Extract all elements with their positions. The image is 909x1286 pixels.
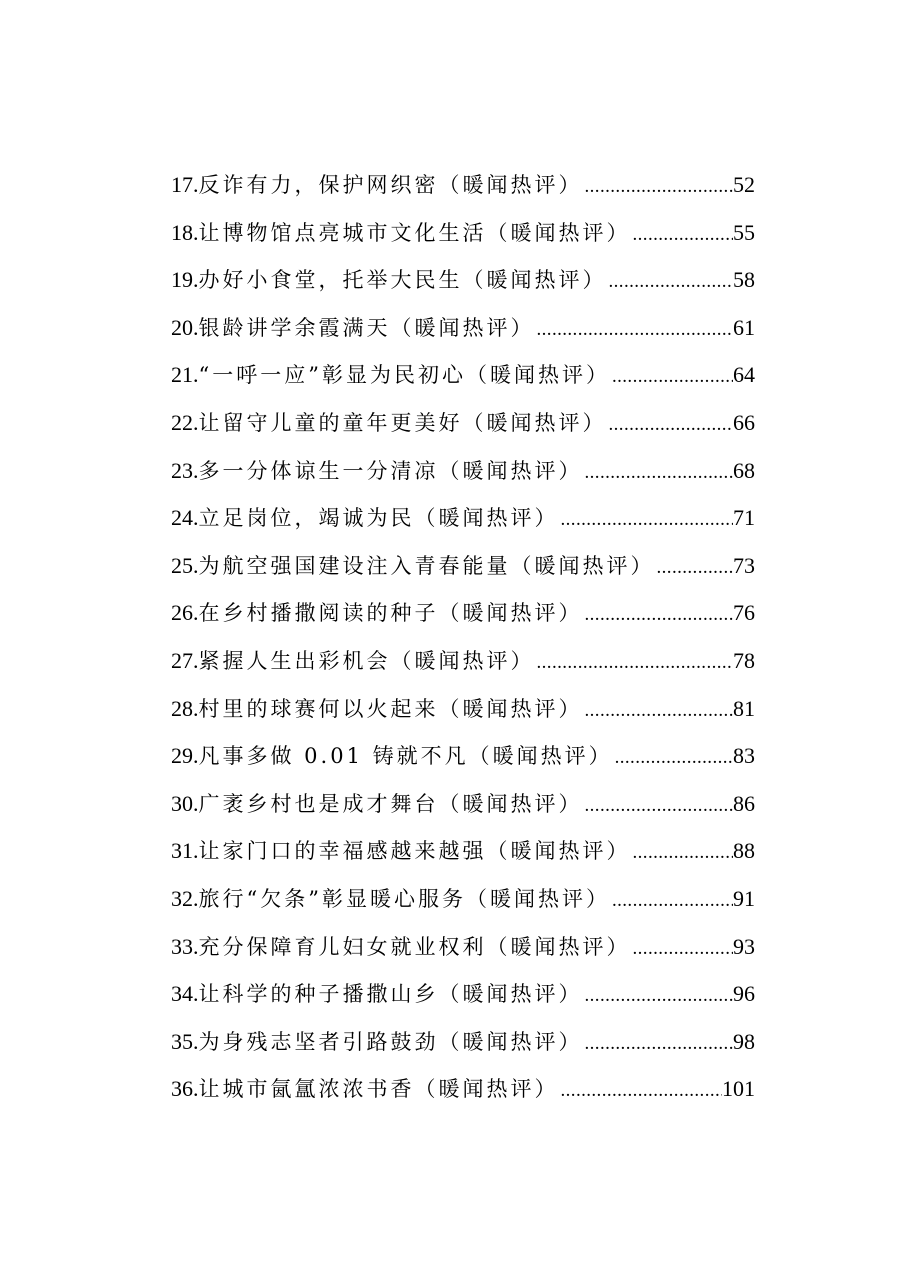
entry-number: 19. bbox=[171, 267, 199, 293]
dot-leader bbox=[633, 829, 734, 875]
entry-number: 22. bbox=[171, 409, 199, 435]
dot-leader bbox=[612, 353, 733, 399]
entry-page-number: 88 bbox=[733, 838, 755, 864]
entry-page-number: 68 bbox=[733, 457, 755, 483]
entry-number: 29. bbox=[171, 743, 199, 769]
dot-leader bbox=[561, 496, 734, 542]
entry-number: 36. bbox=[171, 1076, 199, 1102]
entry-page-number: 93 bbox=[733, 933, 755, 959]
entry-number: 34. bbox=[171, 981, 199, 1007]
entry-title: 让博物馆点亮城市文化生活（暖闻热评） bbox=[198, 220, 631, 245]
table-of-contents bbox=[171, 161, 755, 1113]
toc-entry[interactable] bbox=[171, 447, 755, 495]
toc-entry[interactable] bbox=[171, 589, 755, 637]
dot-leader bbox=[609, 401, 734, 447]
dot-leader bbox=[609, 258, 734, 304]
dot-leader bbox=[585, 449, 734, 495]
entry-page-number: 81 bbox=[733, 695, 755, 721]
entry-title: 银龄讲学余霞满天（暖闻热评） bbox=[198, 315, 535, 340]
entry-number: 30. bbox=[171, 790, 199, 816]
entry-number: 31. bbox=[171, 838, 199, 864]
entry-page-number: 64 bbox=[733, 362, 755, 388]
toc-entry[interactable] bbox=[171, 304, 755, 352]
entry-page-number: 78 bbox=[733, 647, 755, 673]
entry-page-number: 91 bbox=[733, 885, 755, 911]
dot-leader bbox=[615, 734, 733, 780]
entry-number: 27. bbox=[171, 647, 199, 673]
entry-page-number: 55 bbox=[733, 219, 755, 245]
entry-title: 为身残志坚者引路鼓劲（暖闻热评） bbox=[198, 1029, 583, 1054]
entry-title: 让科学的种子播撒山乡（暖闻热评） bbox=[198, 982, 583, 1007]
entry-title: “一呼一应”彰显为民初心（暖闻热评） bbox=[198, 363, 610, 388]
entry-title: 凡事多做 0.01 铸就不凡（暖闻热评） bbox=[198, 744, 613, 769]
entry-page-number: 83 bbox=[733, 743, 755, 769]
entry-page-number: 71 bbox=[733, 505, 755, 531]
entry-page-number: 86 bbox=[733, 790, 755, 816]
dot-leader bbox=[537, 306, 734, 352]
toc-entry[interactable] bbox=[171, 637, 755, 685]
toc-entry[interactable] bbox=[171, 542, 755, 590]
entry-number: 33. bbox=[171, 933, 199, 959]
dot-leader bbox=[585, 972, 734, 1018]
dot-leader bbox=[612, 877, 733, 923]
entry-page-number: 58 bbox=[733, 267, 755, 293]
entry-title: 在乡村播撒阅读的种子（暖闻热评） bbox=[198, 601, 583, 626]
toc-entry[interactable] bbox=[171, 1065, 755, 1113]
entry-title: 旅行“欠条”彰显暖心服务（暖闻热评） bbox=[198, 886, 610, 911]
entry-number: 28. bbox=[171, 695, 199, 721]
toc-entry[interactable] bbox=[171, 875, 755, 923]
toc-entry[interactable] bbox=[171, 209, 755, 257]
entry-title: 反诈有力，保护网织密（暖闻热评） bbox=[198, 173, 583, 197]
toc-entry[interactable] bbox=[171, 1018, 755, 1066]
dot-leader bbox=[633, 211, 734, 257]
entry-number: 24. bbox=[171, 505, 199, 531]
dot-leader bbox=[585, 1020, 734, 1066]
dot-leader bbox=[585, 782, 734, 828]
entry-number: 32. bbox=[171, 885, 199, 911]
toc-entry[interactable] bbox=[171, 780, 755, 828]
dot-leader bbox=[585, 687, 734, 733]
entry-page-number: 73 bbox=[733, 552, 755, 578]
entry-number: 21. bbox=[171, 362, 199, 388]
entry-title: 立足岗位，竭诚为民（暖闻热评） bbox=[198, 506, 559, 531]
entry-title: 让城市氤氲浓浓书香（暖闻热评） bbox=[198, 1077, 559, 1102]
dot-leader bbox=[537, 639, 734, 685]
entry-page-number: 76 bbox=[733, 600, 755, 626]
toc-entry[interactable] bbox=[171, 685, 755, 733]
toc-entry[interactable] bbox=[171, 399, 755, 447]
entry-title: 办好小食堂，托举大民生（暖闻热评） bbox=[198, 268, 607, 293]
toc-entry[interactable] bbox=[171, 732, 755, 780]
dot-leader bbox=[585, 591, 734, 637]
toc-entry[interactable] bbox=[171, 923, 755, 971]
entry-page-number: 101 bbox=[722, 1076, 755, 1102]
entry-number: 23. bbox=[171, 457, 199, 483]
entry-title: 让家门口的幸福感越来越强（暖闻热评） bbox=[198, 839, 631, 864]
entry-page-number: 66 bbox=[733, 409, 755, 435]
entry-title: 村里的球赛何以火起来（暖闻热评） bbox=[198, 696, 583, 721]
entry-title: 多一分体谅生一分清凉（暖闻热评） bbox=[198, 458, 583, 483]
entry-number: 35. bbox=[171, 1028, 199, 1054]
toc-entry[interactable] bbox=[171, 256, 755, 304]
entry-number: 18. bbox=[171, 219, 199, 245]
toc-entry[interactable] bbox=[171, 351, 755, 399]
entry-title: 让留守儿童的童年更美好（暖闻热评） bbox=[198, 410, 607, 435]
toc-entry[interactable] bbox=[171, 161, 755, 209]
entry-title: 广袤乡村也是成才舞台（暖闻热评） bbox=[198, 791, 583, 816]
dot-leader bbox=[561, 1067, 723, 1113]
toc-entry[interactable] bbox=[171, 494, 755, 542]
entry-page-number: 96 bbox=[733, 981, 755, 1007]
entry-number: 25. bbox=[171, 552, 199, 578]
dot-leader bbox=[585, 163, 734, 209]
entry-number: 17. bbox=[171, 172, 199, 197]
entry-title: 为航空强国建设注入青春能量（暖闻热评） bbox=[198, 553, 655, 578]
dot-leader bbox=[633, 925, 734, 971]
entry-page-number: 98 bbox=[733, 1028, 755, 1054]
entry-page-number: 52 bbox=[733, 172, 755, 197]
dot-leader bbox=[657, 544, 734, 590]
entry-page-number: 61 bbox=[733, 314, 755, 340]
entry-number: 20. bbox=[171, 314, 199, 340]
toc-entry[interactable] bbox=[171, 827, 755, 875]
entry-title: 充分保障育儿妇女就业权利（暖闻热评） bbox=[198, 934, 631, 959]
toc-entry[interactable] bbox=[171, 970, 755, 1018]
entry-number: 26. bbox=[171, 600, 199, 626]
entry-title: 紧握人生出彩机会（暖闻热评） bbox=[198, 648, 535, 673]
